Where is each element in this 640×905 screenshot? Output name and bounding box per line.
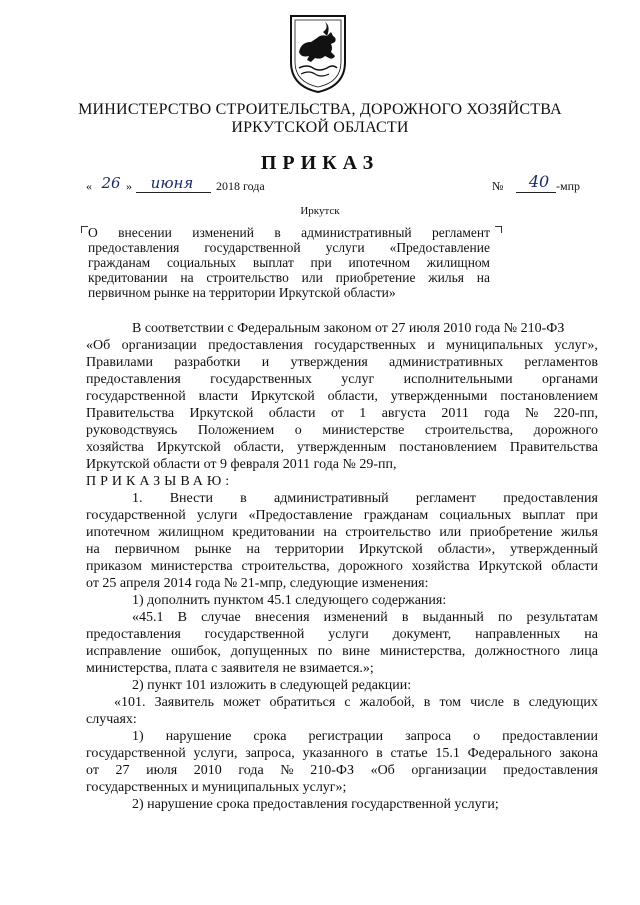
subject-line: первичном рынке на территории Иркутской области» — [88, 285, 396, 300]
city: Иркутск — [300, 205, 340, 217]
date-underline — [136, 192, 211, 193]
ministry-name — [60, 101, 580, 137]
body-line: государственных и муниципальных услуг»; — [86, 780, 347, 795]
number-sign: № — [492, 179, 504, 193]
ministry-line-2: ИРКУТСКОЙ ОБЛАСТИ — [231, 119, 409, 136]
body-line: 1. Внести в административный регламент предоставления — [132, 491, 598, 506]
order-number-suffix: -мпр — [556, 179, 581, 193]
irkutsk-coat-of-arms-icon — [287, 12, 349, 96]
ministry-line-1: МИНИСТЕРСТВО СТРОИТЕЛЬСТВА, ДОРОЖНОГО ХОЗЯЙСТВА — [78, 101, 562, 118]
order-number-handwritten: 40 — [528, 172, 550, 191]
date-quote-close: » — [126, 179, 132, 193]
date-year: 2018 года — [216, 179, 265, 193]
subject-bracket-left — [81, 226, 88, 233]
body-line: «101. Заявитель может обратиться с жалобой, в том числе в следующих — [114, 695, 598, 710]
body-line: хозяйства Иркутской области, утвержденным постановлением Правительства — [86, 440, 598, 455]
date-day-handwritten: 26 — [101, 174, 121, 192]
body-line: «Об организации предоставления государственных и муниципальных услуг», — [86, 338, 598, 353]
body-line: ипотечном жилищном кредитовании на строительство или приобретение жилья — [86, 525, 598, 540]
body-line: 2) пункт 101 изложить в следующей редакции: — [132, 678, 412, 693]
body-line: на первичном рынке на территории Иркутской области», утвержденный — [86, 542, 598, 557]
subject-line: кредитовании на строительство или приобретение жилья на — [88, 270, 490, 285]
body-line: государственной власти Иркутской области, утвержденными постановлением — [86, 389, 598, 404]
subject-line: гражданам социальных выплат при ипотечном жилищном — [88, 255, 490, 270]
body-line: случаях: — [86, 712, 137, 727]
body-line: 2) нарушение срока предоставления государственной услуги; — [132, 797, 499, 812]
order-title: ПРИКАЗ — [260, 152, 380, 174]
order-directive: ПРИКАЗЫВАЮ: — [86, 474, 234, 489]
body-line: государственной услуги «Предоставление гражданам социальных выплат при — [86, 508, 598, 523]
body-line: Правилами разработки и утверждения административных регламентов — [86, 355, 598, 370]
body-line: руководствуясь Положением о министерстве строительства, дорожного — [86, 423, 598, 438]
date-number-row — [86, 172, 606, 198]
subject-bracket-right — [495, 226, 502, 233]
date-month-handwritten: июня — [150, 174, 194, 192]
body-line: В соответствии с Федеральным законом от 27 июля 2010 года № 210-ФЗ — [132, 321, 565, 336]
body-line: государственной услуги, запроса, указанного в статье 15.1 Федерального закона — [86, 746, 598, 761]
order-subject — [88, 225, 490, 300]
body-line: предоставления государственных услуг исполнительными органами — [86, 372, 598, 387]
body-line: приказом министерства строительства, дорожного хозяйства Иркутской области — [86, 559, 598, 574]
date-quote-open: « — [86, 179, 92, 193]
body-line: от 25 апреля 2014 года № 21-мпр, следующие изменения: — [86, 576, 429, 591]
order-body — [86, 320, 598, 813]
body-line: Правительства Иркутской области от 1 августа 2011 года № 220-пп, — [86, 406, 598, 421]
subject-line: предоставления государственной услуги «Предоставление — [88, 240, 490, 255]
body-line: министерства, плата с заявителя не взимается.»; — [86, 661, 374, 676]
body-line: «45.1 В случае внесения изменений в выданный по результатам — [132, 610, 598, 625]
body-line: предоставления государственной услуги документ, направленных на — [86, 627, 598, 642]
subject-line: О внесении изменений в административный регламент — [88, 225, 490, 240]
body-line: 1) дополнить пунктом 45.1 следующего содержания: — [132, 593, 447, 608]
body-line: от 27 июля 2010 года № 210-ФЗ «Об организации предоставления — [86, 763, 598, 778]
body-line: исправление ошибок, допущенных по вине министерства, должностного лица — [86, 644, 598, 659]
number-underline — [516, 192, 556, 193]
body-line: Иркутской области от 9 февраля 2011 года № 29-пп, — [86, 457, 397, 472]
body-line: 1) нарушение срока регистрации запроса о предоставлении — [132, 729, 598, 744]
